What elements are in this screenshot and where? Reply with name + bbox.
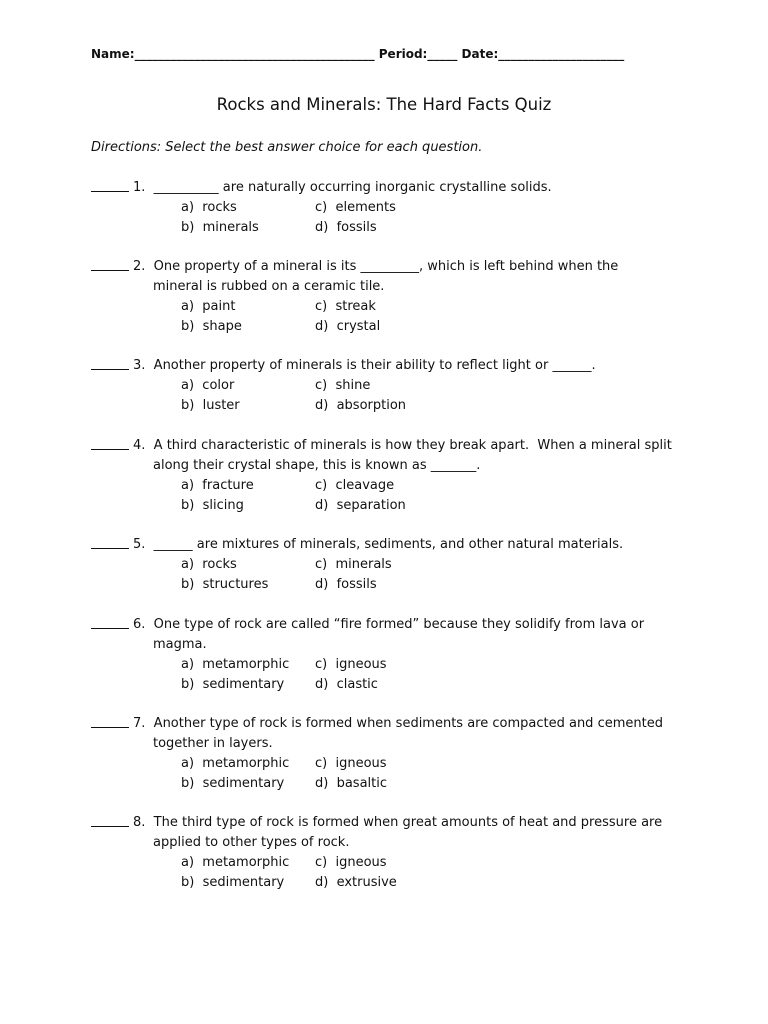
option-a: a) color [181, 378, 235, 393]
option-c: c) cleavage [315, 478, 395, 493]
answer-blank[interactable] [91, 714, 129, 728]
option-d: d) fossils [315, 577, 377, 592]
option-c: c) shine [315, 378, 371, 393]
question-text-continued: mineral is rubbed on a ceramic tile. [153, 279, 385, 294]
option-a: a) fracture [181, 478, 254, 493]
answer-blank[interactable] [91, 535, 129, 549]
question-1 [91, 178, 552, 238]
question-7 [91, 714, 663, 794]
option-b: b) structures [181, 577, 269, 592]
option-b: b) slicing [181, 498, 244, 513]
option-b: b) sedimentary [181, 875, 285, 890]
question-5 [91, 535, 623, 595]
option-d: d) crystal [315, 319, 381, 334]
question-number: 3. [133, 358, 146, 373]
option-d: d) basaltic [315, 776, 388, 791]
question-number: 2. [133, 259, 146, 274]
option-a: a) paint [181, 299, 236, 314]
option-b: b) minerals [181, 220, 259, 235]
option-a: a) rocks [181, 557, 237, 572]
option-c: c) igneous [315, 756, 387, 771]
question-text: One type of rock are called “fire formed” because they solidify from lava or [153, 617, 645, 632]
question-number: 8. [133, 815, 146, 830]
answer-blank[interactable] [91, 813, 129, 827]
question-6 [91, 615, 644, 695]
option-b: b) sedimentary [181, 677, 285, 692]
question-text: ______ are mixtures of minerals, sediments, and other natural materials. [153, 537, 624, 552]
option-a: a) metamorphic [181, 657, 290, 672]
question-number: 1. [133, 180, 146, 195]
question-8 [91, 813, 662, 893]
question-number: 5. [133, 537, 146, 552]
option-a: a) metamorphic [181, 756, 290, 771]
option-b: b) luster [181, 398, 240, 413]
student-info-line: Name:________________________________________ Period:_____ Date:_____________________ [91, 47, 625, 61]
option-a: a) metamorphic [181, 855, 290, 870]
option-a: a) rocks [181, 200, 237, 215]
question-text-continued: magma. [153, 637, 207, 652]
question-3 [91, 356, 596, 416]
answer-blank[interactable] [91, 356, 129, 370]
question-text-continued: applied to other types of rock. [153, 835, 350, 850]
option-c: c) igneous [315, 657, 387, 672]
option-d: d) absorption [315, 398, 407, 413]
question-text: The third type of rock is formed when great amounts of heat and pressure are [153, 815, 663, 830]
question-number: 4. [133, 438, 146, 453]
option-b: b) sedimentary [181, 776, 285, 791]
option-d: d) clastic [315, 677, 378, 692]
question-2 [91, 257, 618, 337]
answer-blank[interactable] [91, 178, 129, 192]
question-text-continued: along their crystal shape, this is known as _______. [153, 458, 481, 473]
question-number: 7. [133, 716, 146, 731]
option-c: c) streak [315, 299, 376, 314]
answer-blank[interactable] [91, 615, 129, 629]
question-text: A third characteristic of minerals is how they break apart. When a mineral split [153, 438, 672, 453]
question-text-continued: together in layers. [153, 736, 273, 751]
option-c: c) elements [315, 200, 396, 215]
answer-blank[interactable] [91, 257, 129, 271]
question-4 [91, 436, 672, 516]
quiz-title: Rocks and Minerals: The Hard Facts Quiz [216, 95, 552, 114]
question-text: Another property of minerals is their ability to reflect light or ______. [153, 358, 596, 373]
option-d: d) separation [315, 498, 406, 513]
option-b: b) shape [181, 319, 242, 334]
option-d: d) extrusive [315, 875, 397, 890]
option-c: c) igneous [315, 855, 387, 870]
question-number: 6. [133, 617, 146, 632]
option-c: c) minerals [315, 557, 392, 572]
directions-text: Directions: Select the best answer choice for each question. [91, 140, 483, 155]
question-text: One property of a mineral is its _________, which is left behind when the [153, 259, 619, 274]
answer-blank[interactable] [91, 436, 129, 450]
question-text: __________ are naturally occurring inorganic crystalline solids. [153, 180, 552, 195]
option-d: d) fossils [315, 220, 377, 235]
question-text: Another type of rock is formed when sediments are compacted and cemented [153, 716, 663, 731]
